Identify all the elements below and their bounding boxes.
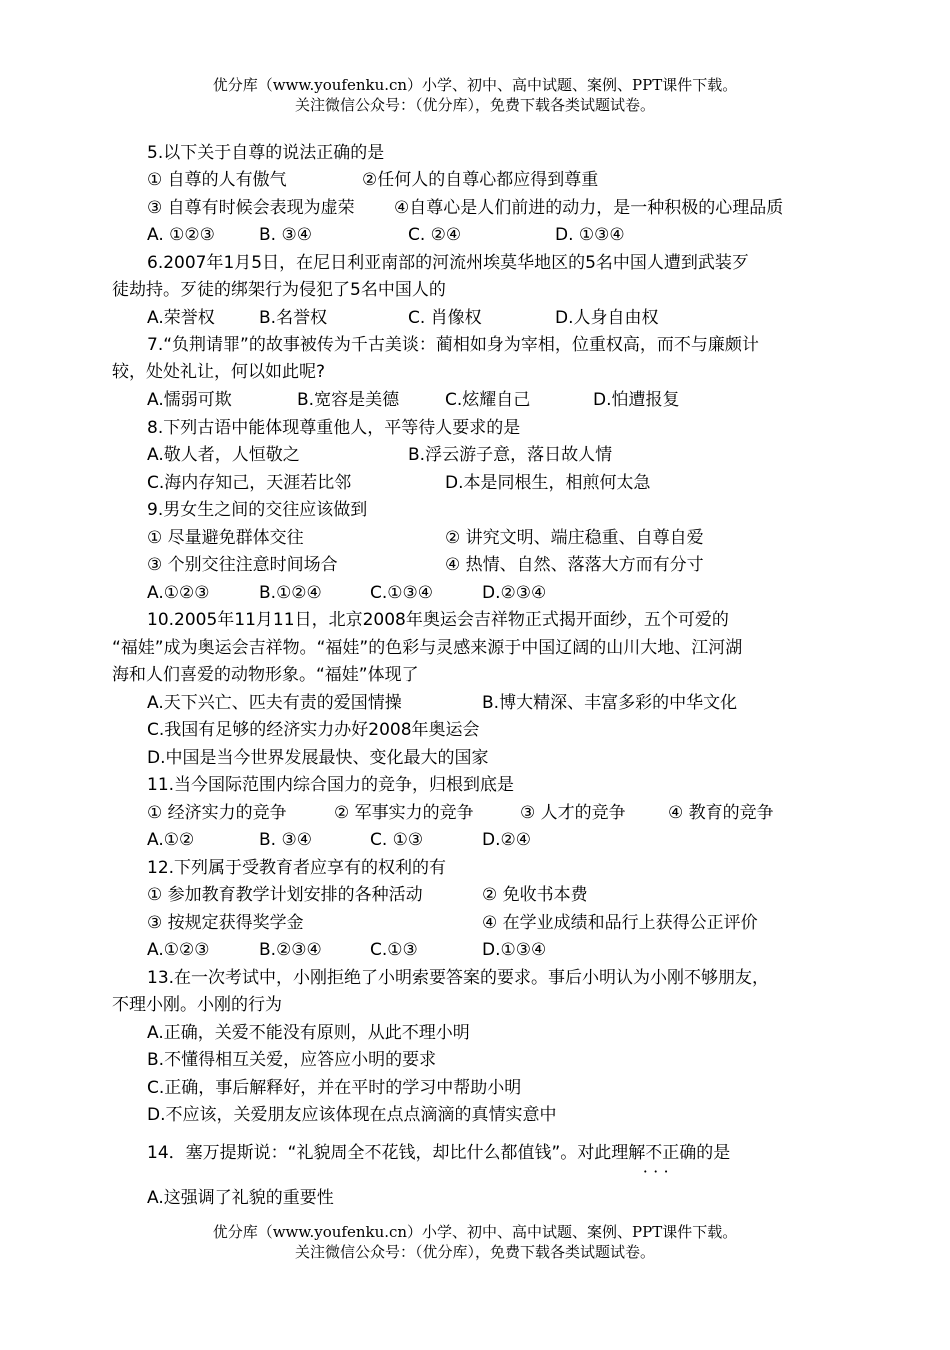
q6-option-d: D.人身自由权: [555, 308, 659, 328]
q10-stem-3: 海和人们喜爱的动物形象。“福娃”体现了: [112, 665, 419, 685]
q9-statement-2: ② 讲究文明、端庄稳重、自尊自爱: [445, 528, 704, 548]
q8-option-a: A.敬人者，人恒敬之: [147, 445, 300, 465]
q6-option-a: A.荣誉权: [147, 308, 215, 328]
q9-option-c: C.①③④: [370, 583, 433, 603]
q10-option-a: A.天下兴亡、匹夫有责的爱国情操: [147, 693, 402, 713]
q11-statement-4: ④ 教育的竞争: [668, 803, 774, 823]
q10-option-b: B.博大精深、丰富多彩的中华文化: [482, 693, 738, 713]
q14-stem: [147, 1141, 730, 1165]
q12-option-a: A.①②③: [147, 940, 210, 960]
q12-option-d: D.①③④: [482, 940, 547, 960]
q8-stem: 8.下列古语中能体现尊重他人，平等待人要求的是: [147, 418, 521, 438]
q12-stem: 12.下列属于受教育者应享有的权利的有: [147, 858, 447, 878]
q9-statement-3: ③ 个别交往注意时间场合: [147, 555, 338, 575]
header-line-2: 关注微信公众号：（优分库），免费下载各类试题试卷。: [294, 96, 655, 114]
q11-stem: 11.当今国际范围内综合国力的竞争，归根到底是: [147, 775, 515, 795]
q8-option-d: D.本是同根生，相煎何太急: [445, 473, 651, 493]
q5-statement-2: ②任何人的自尊心都应得到尊重: [362, 170, 599, 190]
q12-option-b: B.②③④: [259, 940, 322, 960]
q11-option-a: A.①②: [147, 830, 195, 850]
q14-stem-pre: 14．塞万提斯说：“礼貌周全不花钱，却比什么都值钱”。对此理解: [147, 1143, 646, 1163]
q5-statement-1: ① 自尊的人有傲气: [147, 170, 287, 190]
q12-statement-3: ③ 按规定获得奖学金: [147, 913, 304, 933]
q12-statement-2: ② 免收书本费: [482, 885, 588, 905]
q11-option-c: C. ①③: [370, 830, 424, 850]
footer-line-2: 关注微信公众号：（优分库），免费下载各类试题试卷。: [294, 1243, 655, 1261]
q13-option-b: B.不懂得相互关爱，应答应小明的要求: [147, 1050, 437, 1070]
q13-option-a: A.正确，关爱不能没有原则，从此不理小明: [147, 1023, 470, 1043]
q5-statement-4: ④自尊心是人们前进的动力，是一种积极的心理品质: [394, 198, 784, 218]
q12-statement-4: ④ 在学业成绩和品行上获得公正评价: [482, 913, 758, 933]
q5-option-d: D. ①③④: [555, 225, 625, 245]
q11-statement-1: ① 经济实力的竞争: [147, 803, 287, 823]
q5-stem: 5.以下关于自尊的说法正确的是: [147, 143, 385, 163]
q13-stem-2: 不理小刚。小刚的行为: [112, 995, 282, 1015]
q7-option-a: A.懦弱可欺: [147, 390, 232, 410]
q7-option-b: B.宽容是美德: [297, 390, 400, 410]
q5-option-a: A. ①②③: [147, 225, 215, 245]
q7-stem-2: 较，处处礼让，何以如此呢?: [112, 362, 326, 382]
q8-option-c: C.海内存知己，天涯若比邻: [147, 473, 352, 493]
q7-stem-1: 7.“负荆请罪”的故事被传为千古美谈：蔺相如身为宰相，位重权高，而不与廉颇计: [147, 335, 759, 355]
q8-option-b: B.浮云游子意，落日故人情: [408, 445, 613, 465]
q13-stem-1: 13.在一次考试中，小刚拒绝了小明索要答案的要求。事后小明认为小刚不够朋友，: [147, 968, 770, 988]
q11-statement-2: ② 军事实力的竞争: [334, 803, 474, 823]
q14-option-a: A.这强调了礼貌的重要性: [147, 1188, 334, 1208]
q10-option-d: D.中国是当今世界发展最快、变化最大的国家: [147, 748, 489, 768]
q6-option-b: B.名誉权: [259, 308, 328, 328]
q13-option-c: C.正确，事后解释好，并在平时的学习中帮助小明: [147, 1078, 522, 1098]
q9-statement-4: ④ 热情、自然、落落大方而有分寸: [445, 555, 704, 575]
footer-line-1: 优分库（www.youfenku.cn）小学、初中、高中试题、案例、PPT课件下载。: [212, 1223, 738, 1241]
q5-option-c: C. ②④: [408, 225, 462, 245]
q5-option-b: B. ③④: [259, 225, 312, 245]
q9-option-b: B.①②④: [259, 583, 322, 603]
q7-option-d: D.怕遭报复: [593, 390, 680, 410]
q12-statement-1: ① 参加教育教学计划安排的各种活动: [147, 885, 423, 905]
q12-option-c: C.①③: [370, 940, 418, 960]
q6-option-c: C. 肖像权: [408, 308, 482, 328]
q11-option-b: B. ③④: [259, 830, 312, 850]
q10-stem-1: 10.2005年11月11日，北京2008年奥运会吉祥物正式揭开面纱，五个可爱的: [147, 610, 729, 630]
q10-option-c: C.我国有足够的经济实力办好2008年奥运会: [147, 720, 480, 740]
q6-stem-1: 6.2007年1月5日，在尼日利亚南部的河流州埃莫华地区的5名中国人遭到武装歹: [147, 253, 749, 273]
header-line-1: 优分库（www.youfenku.cn）小学、初中、高中试题、案例、PPT课件下载。: [212, 76, 738, 94]
q7-option-c: C.炫耀自己: [445, 390, 531, 410]
q13-option-d: D.不应该，关爱朋友应该体现在点点滴滴的真情实意中: [147, 1105, 557, 1125]
q9-option-d: D.②③④: [482, 583, 547, 603]
q5-statement-3: ③ 自尊有时候会表现为虚荣: [147, 198, 355, 218]
q9-option-a: A.①②③: [147, 583, 210, 603]
q11-statement-3: ③ 人才的竞争: [520, 803, 626, 823]
q9-statement-1: ① 尽量避免群体交往: [147, 528, 304, 548]
q6-stem-2: 徒劫持。歹徒的绑架行为侵犯了5名中国人的: [112, 280, 446, 300]
q9-stem: 9.男女生之间的交往应该做到: [147, 500, 368, 520]
q10-stem-2: “福娃”成为奥运会吉祥物。“福娃”的色彩与灵感来源于中国辽阔的山川大地、江河湖: [112, 638, 743, 658]
q11-option-d: D.②④: [482, 830, 531, 850]
q14-stem-emphasis: 不正确 • • •: [645, 1143, 696, 1163]
q14-stem-post: 的是: [696, 1143, 731, 1163]
